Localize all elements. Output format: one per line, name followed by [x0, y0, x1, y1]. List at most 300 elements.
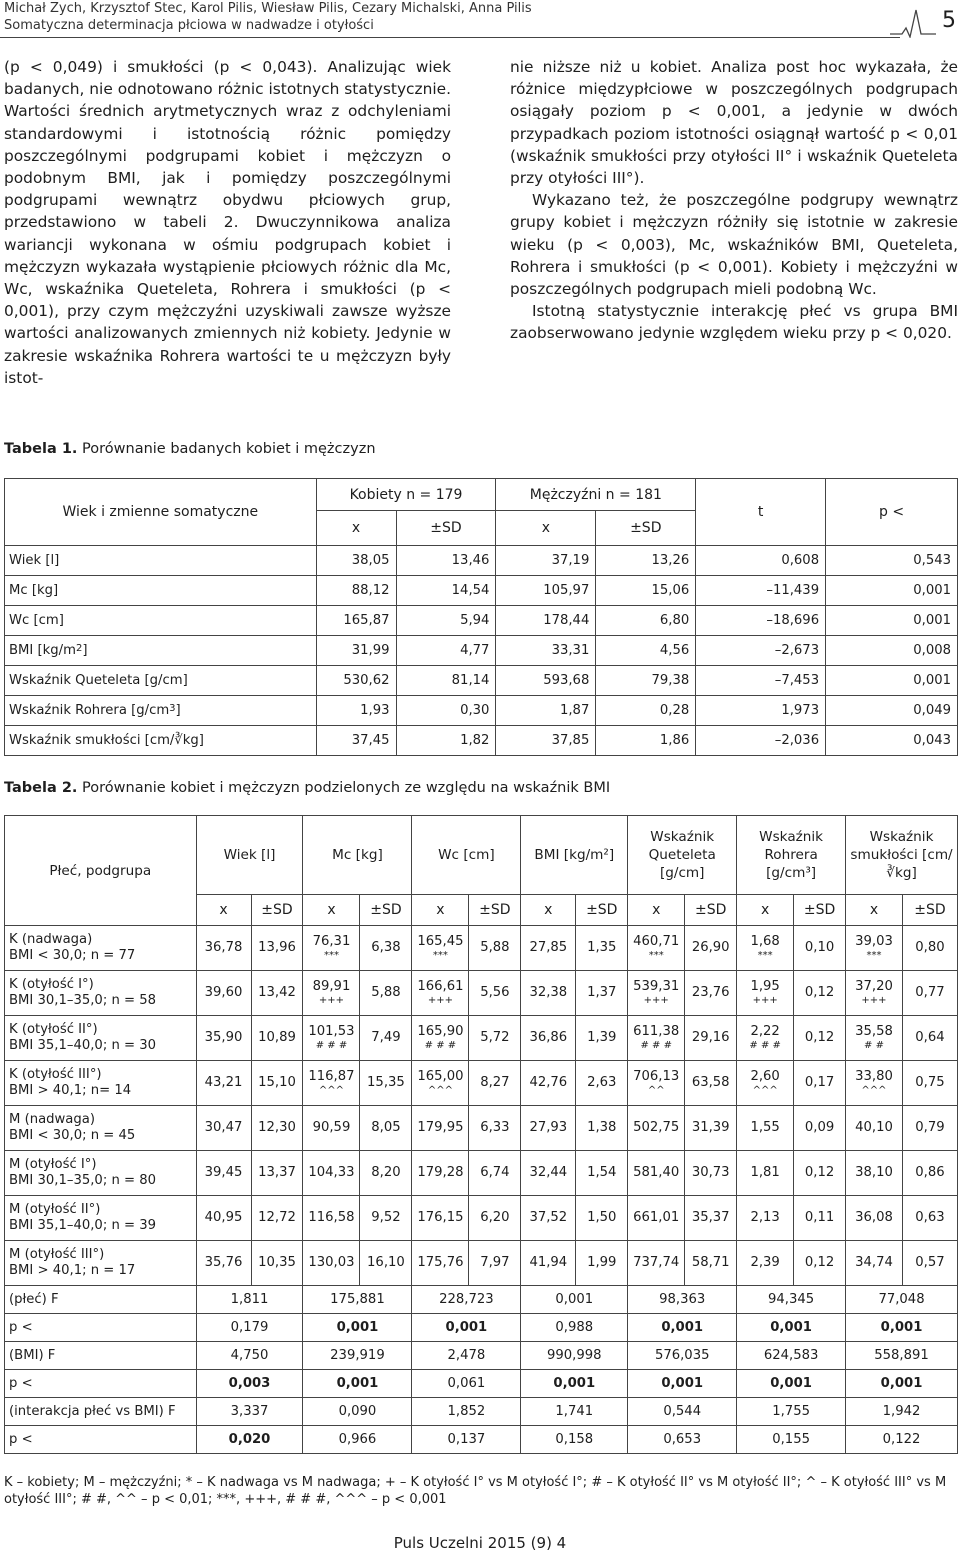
table2-head-x: x [628, 895, 685, 926]
cell-value: 611,38 [633, 1024, 680, 1039]
table-cell [628, 1106, 685, 1151]
table-cell [521, 1196, 576, 1241]
table-cell: 38,05 [316, 546, 396, 576]
table-cell [469, 1196, 521, 1241]
table2-head-col: Mc [kg] [303, 816, 412, 895]
table2-head-sd: ±SD [902, 895, 957, 926]
group-range: BMI 30,1–35,0; n = 80 [9, 1173, 157, 1188]
table-cell [251, 1016, 303, 1061]
table-cell [251, 1241, 303, 1286]
table-cell [196, 1106, 251, 1151]
group-range: BMI 30,1–35,0; n = 58 [9, 993, 157, 1008]
table-cell [196, 1061, 251, 1106]
table-cell: 0,049 [826, 696, 958, 726]
table-cell [412, 1196, 469, 1241]
table-cell [628, 1061, 685, 1106]
table-cell [902, 1016, 957, 1061]
stats-cell: 0,001 [846, 1370, 958, 1398]
table-cell [196, 1196, 251, 1241]
cell-value: 36,86 [529, 1030, 568, 1045]
table-cell [628, 926, 685, 971]
table-cell: –11,439 [696, 576, 826, 606]
cell-value: 5,88 [371, 985, 401, 1000]
table-row [5, 1061, 958, 1106]
table-row [5, 606, 958, 636]
table-cell [196, 1241, 251, 1286]
table-cell [521, 1106, 576, 1151]
stats-label: p < [5, 1426, 197, 1454]
table1-head-sd: ±SD [396, 511, 496, 546]
table1-head-variable: Wiek i zmienne somatyczne [5, 479, 317, 546]
row-label [5, 576, 317, 606]
stats-cell: 0,966 [303, 1426, 412, 1454]
cell-value: 0,12 [804, 985, 835, 1000]
stats-label: (interakcja płeć vs BMI) F [5, 1398, 197, 1426]
table-cell [412, 1061, 469, 1106]
table2-head-sd: ±SD [576, 895, 628, 926]
cell-value: 1,54 [587, 1165, 617, 1180]
table-cell [576, 1061, 628, 1106]
row-label-text: Wiek [l] [9, 553, 60, 568]
stats-cell: 0,001 [737, 1370, 846, 1398]
group-name: K (otyłość III°) [9, 1067, 102, 1082]
table-cell: 31,99 [316, 636, 396, 666]
table-cell [902, 971, 957, 1016]
table-cell [902, 1196, 957, 1241]
table2-head-x: x [846, 895, 903, 926]
paragraph: Istotną statystycznie interakcję płeć vs grupa BMI zaobserwowano jedynie względem wieku przy p < 0,020. [510, 302, 958, 343]
cell-value: 0,57 [915, 1255, 945, 1270]
cell-value: 2,22 [750, 1024, 780, 1039]
table-cell [628, 1016, 685, 1061]
row-label [5, 606, 317, 636]
table-cell: 6,80 [596, 606, 696, 636]
cell-value: 5,88 [480, 940, 510, 955]
table1-head-women: Kobiety n = 179 [316, 479, 496, 511]
stats-cell: 0,001 [521, 1286, 628, 1314]
cell-value: 175,76 [417, 1255, 464, 1270]
stats-row [5, 1370, 958, 1398]
table-cell [846, 926, 903, 971]
cell-value: 6,33 [480, 1120, 510, 1135]
cell-value: 0,11 [804, 1210, 835, 1225]
table-cell [196, 1016, 251, 1061]
cell-value: 1,39 [587, 1030, 617, 1045]
table-cell [794, 1196, 846, 1241]
cell-value: 6,38 [371, 940, 401, 955]
significance-mark: +++ [427, 995, 453, 1006]
group-range: BMI 35,1–40,0; n = 39 [9, 1218, 157, 1233]
group-label [5, 1241, 197, 1286]
table-cell: 79,38 [596, 666, 696, 696]
stats-cell: 3,337 [196, 1398, 303, 1426]
stats-cell: 0,001 [846, 1314, 958, 1342]
group-name: M (otyłość I°) [9, 1157, 97, 1172]
stats-cell: 2,478 [412, 1342, 521, 1370]
table2-head-x: x [521, 895, 576, 926]
cell-value: 31,39 [691, 1120, 730, 1135]
table-cell: 13,46 [396, 546, 496, 576]
cell-value: 2,13 [750, 1210, 780, 1225]
cell-value: 36,78 [204, 940, 243, 955]
stats-cell: 1,942 [846, 1398, 958, 1426]
stats-cell: 94,345 [737, 1286, 846, 1314]
cell-value: 0,09 [804, 1120, 835, 1135]
group-range: BMI < 30,0; n = 77 [9, 948, 136, 963]
cell-value: 179,28 [417, 1165, 464, 1180]
table2-head-x: x [737, 895, 794, 926]
table-row [5, 726, 958, 756]
cell-value: 13,96 [258, 940, 296, 955]
cell-value: 0,12 [804, 1255, 835, 1270]
cell-value: 12,72 [258, 1210, 296, 1225]
table-cell: 1,93 [316, 696, 396, 726]
group-label [5, 926, 197, 971]
table-cell: –18,696 [696, 606, 826, 636]
cell-value: 5,72 [480, 1030, 510, 1045]
group-name: M (otyłość III°) [9, 1247, 105, 1262]
cell-value: 5,56 [480, 985, 510, 1000]
cell-value: 15,10 [258, 1075, 296, 1090]
significance-mark: ^^^ [752, 1085, 778, 1096]
cell-value: 2,60 [750, 1069, 780, 1084]
group-name: K (otyłość II°) [9, 1022, 98, 1037]
table2-caption-text: Porównanie kobiet i mężczyzn podzielonych ze względu na wskaźnik BMI [82, 780, 611, 796]
table-cell: –2,673 [696, 636, 826, 666]
table-cell [412, 1016, 469, 1061]
stats-cell: 624,583 [737, 1342, 846, 1370]
page-footer: Puls Uczelni 2015 (9) 4 [393, 1534, 567, 1552]
table-cell [628, 971, 685, 1016]
cell-value: 39,60 [204, 985, 243, 1000]
cell-value: 130,03 [308, 1255, 355, 1270]
table-cell: 81,14 [396, 666, 496, 696]
stats-label: (płeć) F [5, 1286, 197, 1314]
row-label [5, 696, 317, 726]
table-cell [251, 1151, 303, 1196]
table2-head-group: Płeć, podgrupa [5, 816, 197, 926]
table-cell: 530,62 [316, 666, 396, 696]
table-cell [469, 1151, 521, 1196]
table-cell: 0,001 [826, 666, 958, 696]
table-row [5, 1151, 958, 1196]
significance-mark: *** [323, 950, 339, 961]
right-column [510, 56, 958, 345]
table-cell [360, 1016, 412, 1061]
cell-value: 90,59 [312, 1120, 351, 1135]
cell-value: 539,31 [633, 979, 680, 994]
cell-value: 1,95 [750, 979, 780, 994]
stats-row [5, 1314, 958, 1342]
stats-row [5, 1286, 958, 1314]
stats-cell: 0,001 [737, 1314, 846, 1342]
cell-value: 34,74 [855, 1255, 893, 1270]
table-cell: 0,608 [696, 546, 826, 576]
table-cell [251, 1196, 303, 1241]
table-cell [685, 971, 737, 1016]
cell-value: 37,52 [529, 1210, 568, 1225]
table-cell [469, 1016, 521, 1061]
table-cell [576, 971, 628, 1016]
group-label [5, 1106, 197, 1151]
table-cell [360, 1196, 412, 1241]
table2-head-col: Wskaźnik smukłości [cm/∛kg] [846, 816, 958, 895]
cell-value: 581,40 [633, 1165, 680, 1180]
cell-value: 7,97 [480, 1255, 510, 1270]
stats-cell: 0,090 [303, 1398, 412, 1426]
stats-cell: 1,811 [196, 1286, 303, 1314]
table-cell [685, 1241, 737, 1286]
stats-cell: 4,750 [196, 1342, 303, 1370]
cell-value: 1,38 [587, 1120, 617, 1135]
table-cell [521, 1151, 576, 1196]
cell-value: 27,93 [529, 1120, 568, 1135]
table-cell: 165,87 [316, 606, 396, 636]
table-cell [360, 1106, 412, 1151]
table-cell: 178,44 [496, 606, 596, 636]
table-cell [846, 971, 903, 1016]
table-cell [251, 971, 303, 1016]
table-cell: 15,06 [596, 576, 696, 606]
row-label [5, 636, 317, 666]
stats-label: (BMI) F [5, 1342, 197, 1370]
table-cell [251, 1106, 303, 1151]
cell-value: 0,12 [804, 1030, 835, 1045]
table1-caption-text: Porównanie badanych kobiet i mężczyzn [82, 441, 376, 457]
table-cell [251, 926, 303, 971]
table-cell: 4,77 [396, 636, 496, 666]
cell-value: 2,63 [587, 1075, 617, 1090]
significance-mark: +++ [318, 995, 345, 1006]
table2-head-col: BMI [kg/m²] [521, 816, 628, 895]
cell-value: 40,10 [855, 1120, 893, 1135]
stats-cell: 0,001 [521, 1370, 628, 1398]
table-cell: 37,19 [496, 546, 596, 576]
table-cell [846, 1151, 903, 1196]
table2-head-sd: ±SD [469, 895, 521, 926]
table-cell [737, 971, 794, 1016]
group-range: BMI < 30,0; n = 45 [9, 1128, 136, 1143]
row-label-text: Mc [kg] [9, 583, 59, 598]
table-cell [303, 926, 360, 971]
cell-value: 176,15 [417, 1210, 464, 1225]
table-cell [576, 1241, 628, 1286]
stats-cell: 0,179 [196, 1314, 303, 1342]
row-label-text: Wskaźnik Rohrera [g/cm [9, 703, 170, 718]
table-cell [360, 1241, 412, 1286]
cell-value: 39,03 [855, 934, 893, 949]
table-cell [196, 1151, 251, 1196]
table-cell: 105,97 [496, 576, 596, 606]
cell-value: 39,45 [204, 1165, 243, 1180]
table1 [4, 478, 958, 756]
stats-label: p < [5, 1370, 197, 1398]
table-cell [737, 926, 794, 971]
significance-mark: # # # [640, 1040, 672, 1051]
group-range: BMI > 40,1; n = 17 [9, 1263, 136, 1278]
group-label [5, 1016, 197, 1061]
significance-mark: # # # [749, 1040, 781, 1051]
cell-value: 35,90 [204, 1030, 243, 1045]
cell-value: 7,49 [371, 1030, 401, 1045]
table1-caption [4, 441, 376, 457]
table2-body [5, 926, 958, 1454]
table-cell [902, 926, 957, 971]
cell-value: 8,27 [480, 1075, 510, 1090]
cell-value: 40,95 [204, 1210, 243, 1225]
cell-value: 0,75 [915, 1075, 945, 1090]
table1-label: Tabela 1. [4, 441, 78, 457]
cell-value: 13,42 [258, 985, 296, 1000]
table-cell [737, 1196, 794, 1241]
table1-head-p: p < [826, 479, 958, 546]
table-cell [737, 1151, 794, 1196]
cell-value: 41,94 [529, 1255, 568, 1270]
table-row [5, 696, 958, 726]
cell-value: 32,38 [529, 985, 568, 1000]
table-cell: 33,31 [496, 636, 596, 666]
page-number: 5 [942, 8, 956, 33]
stats-cell: 0,001 [628, 1370, 737, 1398]
table-cell [360, 1151, 412, 1196]
table1-head-t: t [696, 479, 826, 546]
running-header [4, 0, 532, 34]
significance-mark: *** [866, 950, 882, 961]
cell-value: 166,61 [417, 979, 464, 994]
table-row [5, 1241, 958, 1286]
table2-head-col: Wskaźnik Queteleta [g/cm] [628, 816, 737, 895]
stats-row [5, 1398, 958, 1426]
cell-value: 165,45 [417, 934, 464, 949]
stats-cell: 558,891 [846, 1342, 958, 1370]
cell-value: 89,91 [312, 979, 351, 994]
cell-value: 35,37 [691, 1210, 730, 1225]
stats-cell: 98,363 [628, 1286, 737, 1314]
table-cell: 0,543 [826, 546, 958, 576]
table-cell [196, 971, 251, 1016]
table-cell [521, 1241, 576, 1286]
table2-head-col: Wskaźnik Rohrera [g/cm³] [737, 816, 846, 895]
table-cell: 4,56 [596, 636, 696, 666]
significance-mark: *** [757, 950, 773, 961]
row-label-text: Wskaźnik smukłości [cm/∛kg] [9, 733, 204, 748]
paragraph: Wykazano też, że poszczególne podgrupy wewnątrz grupy kobiet i mężczyzn różniły się istotnie w zakresie wieku (p < 0,003), Mc, wskaźników BMI, Queteleta, Rohrera i smukłości (p < 0,001). Kobiety i mężczyźni w poszczególnych podgrupach mieli podobną Wc. [510, 191, 958, 299]
cell-value: 661,01 [633, 1210, 680, 1225]
table-cell [628, 1151, 685, 1196]
cell-value: 165,90 [417, 1024, 464, 1039]
table-cell [303, 1196, 360, 1241]
cell-value: 101,53 [308, 1024, 355, 1039]
cell-value: 0,10 [804, 940, 835, 955]
table-cell [469, 971, 521, 1016]
group-label [5, 1151, 197, 1196]
table-cell: 0,043 [826, 726, 958, 756]
cell-value: 1,35 [587, 940, 617, 955]
group-name: K (otyłość I°) [9, 977, 94, 992]
table-cell [685, 1151, 737, 1196]
cell-value: 0,64 [915, 1030, 945, 1045]
stats-cell: 175,881 [303, 1286, 412, 1314]
table-cell [303, 1061, 360, 1106]
stats-cell: 0,158 [521, 1426, 628, 1454]
table-cell [303, 1151, 360, 1196]
table-cell [469, 926, 521, 971]
table-cell: 88,12 [316, 576, 396, 606]
row-label-tail: ] [82, 643, 88, 658]
table-cell: 1,87 [496, 696, 596, 726]
table-cell: 0,28 [596, 696, 696, 726]
table-cell [737, 1016, 794, 1061]
table-cell: 0,001 [826, 576, 958, 606]
cell-value: 58,71 [691, 1255, 730, 1270]
cell-value: 165,00 [417, 1069, 464, 1084]
table-cell [412, 1241, 469, 1286]
table-cell [521, 1016, 576, 1061]
stats-cell: 239,919 [303, 1342, 412, 1370]
stats-cell: 0,061 [412, 1370, 521, 1398]
group-label [5, 1196, 197, 1241]
cell-value: 1,99 [587, 1255, 617, 1270]
stats-cell: 0,137 [412, 1426, 521, 1454]
significance-mark: # # [864, 1040, 884, 1051]
table1-body [5, 546, 958, 756]
table-cell [902, 1106, 957, 1151]
stats-cell: 0,155 [737, 1426, 846, 1454]
cell-value: 42,76 [529, 1075, 568, 1090]
table-cell [737, 1106, 794, 1151]
stats-cell: 1,741 [521, 1398, 628, 1426]
superscript: 3 [169, 703, 176, 714]
table-cell [196, 926, 251, 971]
cell-value: 104,33 [308, 1165, 355, 1180]
table-cell: –7,453 [696, 666, 826, 696]
heartbeat-icon [890, 6, 936, 38]
table-cell: 37,85 [496, 726, 596, 756]
table-cell [576, 926, 628, 971]
left-column [4, 56, 451, 389]
paragraph: nie niższe niż u kobiet. Analiza post hoc wykazała, że różnice międzypłciowe w poszczególnych podgrupach osiągały poziom p < 0,001, a jedynie w dwóch przypadkach poziom istotności osiągnął wartość p < 0,01 (wskaźnik smukłości przy otyłości II° i wskaźnik Queteleta przy otyłości III°). [510, 58, 958, 188]
row-label-text: BMI [kg/m [9, 643, 76, 658]
table-cell [576, 1196, 628, 1241]
cell-value: 43,21 [204, 1075, 243, 1090]
header-authors: Michał Zych, Krzysztof Stec, Karol Pilis, Wiesław Pilis, Cezary Michalski, Anna Pilis [4, 1, 532, 16]
cell-value: 29,16 [691, 1030, 730, 1045]
significance-mark: # # # [424, 1040, 457, 1051]
cell-value: 1,50 [587, 1210, 617, 1225]
table1-head-men: Mężczyźni n = 181 [496, 479, 696, 511]
cell-value: 27,85 [529, 940, 568, 955]
cell-value: 0,79 [915, 1120, 945, 1135]
row-label [5, 546, 317, 576]
cell-value: 6,74 [480, 1165, 510, 1180]
table2-head-x: x [412, 895, 469, 926]
cell-value: 706,13 [633, 1069, 680, 1084]
table2-label: Tabela 2. [4, 780, 78, 796]
row-label-text: Wskaźnik Queteleta [g/cm] [9, 673, 188, 688]
table2-head-sd: ±SD [251, 895, 303, 926]
cell-value: 8,20 [371, 1165, 401, 1180]
cell-value: 38,10 [855, 1165, 893, 1180]
cell-value: 37,20 [855, 979, 893, 994]
header-title: Somatyczna determinacja płciowa w nadwadze i otyłości [4, 18, 374, 33]
stats-row [5, 1342, 958, 1370]
cell-value: 737,74 [633, 1255, 680, 1270]
group-label [5, 971, 197, 1016]
header-rule [0, 37, 900, 38]
table-row [5, 666, 958, 696]
table-cell [846, 1016, 903, 1061]
stats-cell: 0,988 [521, 1314, 628, 1342]
